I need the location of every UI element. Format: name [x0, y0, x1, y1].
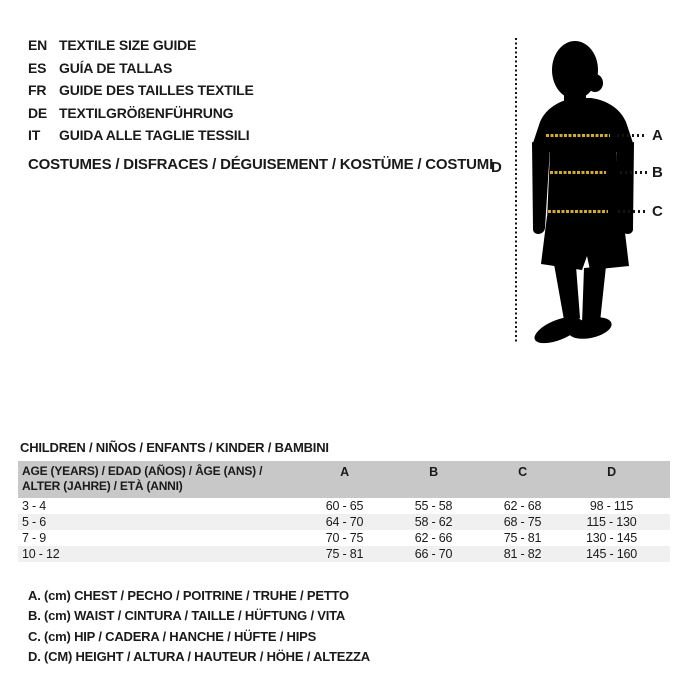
language-label: GUIDA ALLE TAGLIE TESSILI [59, 127, 250, 144]
age-cell: 7 - 9 [22, 531, 47, 545]
size-table [18, 461, 670, 562]
language-code: FR [28, 82, 47, 99]
age-header-line2: ALTER (JAHRE) / ETÀ (ANNI) [22, 479, 183, 493]
chest-value: 75 - 81 [325, 547, 364, 561]
waist-measure-dash [550, 171, 606, 174]
height-value: 145 - 160 [585, 547, 638, 561]
hip-value: 62 - 68 [503, 499, 542, 513]
chest-value: 60 - 65 [325, 499, 364, 513]
child-silhouette-icon [520, 30, 670, 350]
legend-item-chest: A. (cm) CHEST / PECHO / POITRINE / TRUHE / PETTO [28, 588, 349, 603]
height-measure-label: D [491, 159, 502, 176]
hip-value: 68 - 75 [503, 515, 542, 529]
chest-measure-label: A [652, 127, 663, 144]
waist-value: 62 - 66 [414, 531, 453, 545]
column-header-b: B [429, 465, 438, 479]
waist-value: 66 - 70 [414, 547, 453, 561]
language-row-en [28, 34, 254, 57]
table-row [18, 498, 670, 514]
language-label: GUÍA DE TALLAS [59, 59, 173, 76]
column-header-d: D [607, 465, 616, 479]
age-column-header [18, 464, 300, 494]
table-row [18, 530, 670, 546]
hip-value: 75 - 81 [503, 531, 542, 545]
hip-value: 81 - 82 [503, 547, 542, 561]
language-label: TEXTILGRÖßENFÜHRUNG [59, 104, 234, 121]
language-code: DE [28, 104, 48, 121]
language-list [28, 34, 254, 147]
height-value: 130 - 145 [585, 531, 638, 545]
age-cell: 3 - 4 [22, 499, 47, 513]
language-row-it [28, 124, 254, 147]
column-header-c: C [518, 465, 527, 479]
chest-measure-dash [546, 134, 610, 137]
language-code: IT [28, 127, 41, 144]
chest-value: 70 - 75 [325, 531, 364, 545]
legend-item-waist: B. (cm) WAIST / CINTURA / TAILLE / HÜFTUNG / VITA [28, 608, 346, 624]
waist-value: 55 - 58 [414, 499, 453, 513]
language-row-de [28, 102, 254, 125]
chest-measure-leader [617, 134, 647, 137]
column-header-a: A [340, 465, 349, 479]
language-label: TEXTILE SIZE GUIDE [59, 37, 197, 54]
height-value: 115 - 130 [586, 515, 637, 529]
hip-measure-label: C [652, 203, 663, 220]
table-row [18, 546, 670, 562]
measurement-legend [28, 586, 370, 667]
table-header-row [18, 461, 670, 498]
height-value: 98 - 115 [589, 499, 634, 513]
height-measure-line [515, 38, 517, 344]
waist-measure-leader [620, 171, 647, 174]
age-header-line1: AGE (YEARS) / EDAD (AÑOS) / ÂGE (ANS) / [22, 464, 263, 478]
chest-value: 64 - 70 [325, 515, 364, 529]
hip-measure-dash [548, 210, 608, 213]
legend-item-height: D. (CM) HEIGHT / ALTURA / HAUTEUR / HÖHE / ALTEZZA [28, 648, 370, 664]
language-label: GUIDE DES TAILLES TEXTILE [59, 82, 254, 99]
waist-value: 58 - 62 [414, 515, 453, 529]
age-cell: 5 - 6 [22, 515, 47, 529]
language-code: EN [28, 37, 48, 54]
table-row [18, 514, 670, 530]
waist-measure-label: B [652, 164, 663, 181]
language-code: ES [28, 59, 47, 76]
legend-item-hip: C. (cm) HIP / CADERA / HANCHE / HÜFTE / HIPS [28, 628, 317, 644]
hip-measure-leader [618, 210, 647, 213]
language-row-fr [28, 79, 254, 102]
age-cell: 10 - 12 [22, 547, 60, 561]
category-title: COSTUMES / DISFRACES / DÉGUISEMENT / KOSTÜME / COSTUMI [28, 156, 494, 173]
language-row-es [28, 57, 254, 80]
table-title: CHILDREN / NIÑOS / ENFANTS / KINDER / BAMBINI [20, 440, 329, 455]
